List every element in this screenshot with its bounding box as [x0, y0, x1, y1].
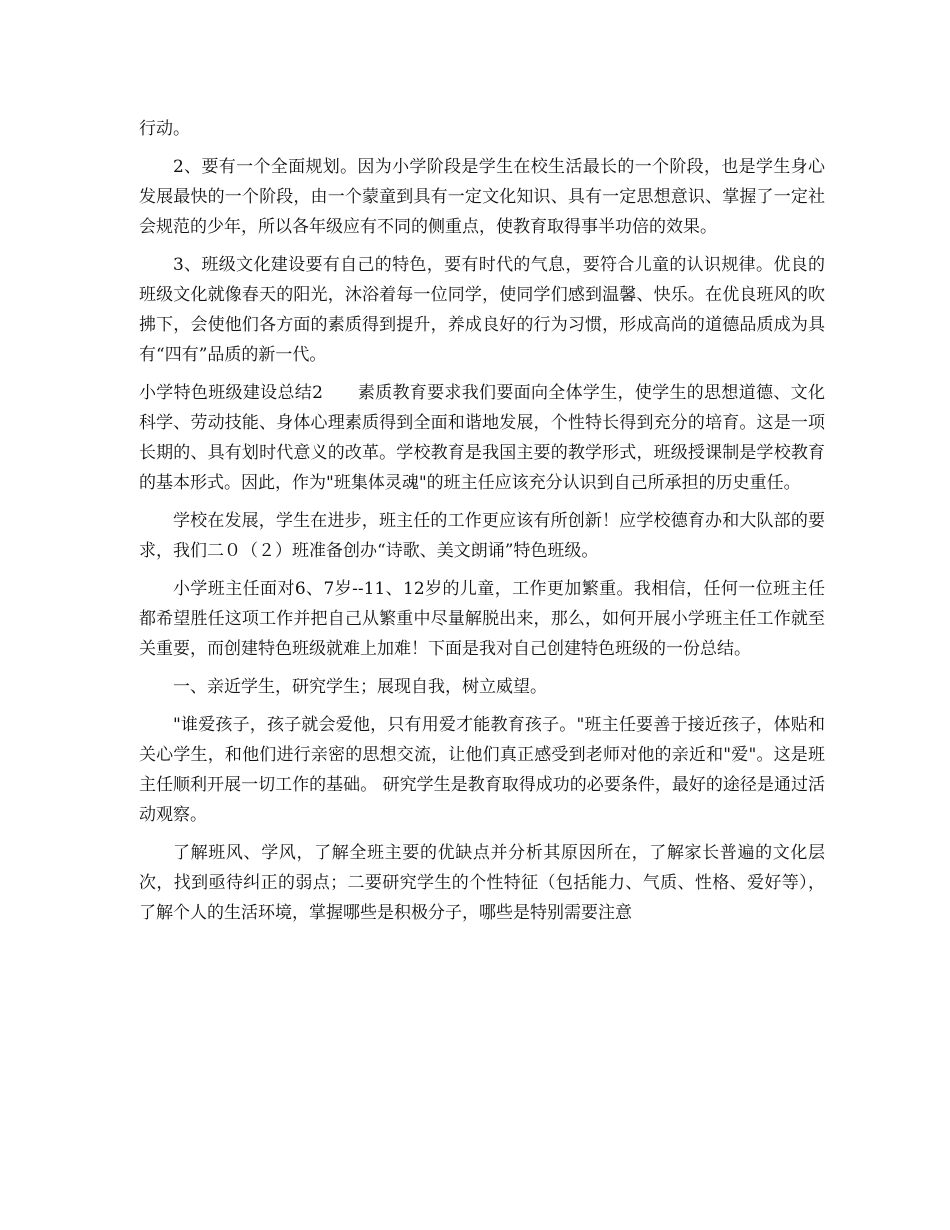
paragraph-5: 学校在发展，学生在进步，班主任的工作更应该有所创新！应学校德育办和大队部的要求，我们二０（２）班准备创办“诗歌、美文朗诵”特色班级。	[139, 511, 825, 561]
paragraph-9: 了解班风、学风，了解全班主要的优缺点并分析其原因所在，了解家长普遍的文化层次，找到亟待纠正的弱点；二要研究学生的个性特征（包括能力、气质、性格、爱好等），了解个人的生活环境，掌握哪些是积极分子，哪些是特别需要注意	[139, 843, 825, 923]
paragraph-7-subheading: 一、亲近学生，研究学生；展现自我，树立威望。	[173, 677, 547, 697]
document-body	[139, 114, 825, 936]
paragraph-8: "谁爱孩子，孩子就会爱他，只有用爱才能教育孩子。"班主任要善于接近孩子，体贴和关心学生，和他们进行亲密的思想交流，让他们真正感受到老师对他的亲近和"爱"。这是班主任顺利开展一切工作的基础。 研究学生是教育取得成功的必要条件，最好的途径是通过活动观察。	[139, 715, 825, 825]
paragraph-1: 行动。	[139, 119, 190, 139]
paragraph-3: 3、班级文化建设要有自己的特色，要有时代的气息，要符合儿童的认识规律。优良的班级文化就像春天的阳光，沐浴着每一位同学，使同学们感到温馨、快乐。在优良班风的吹拂下，会使他们各方面的素质得到提升，养成良好的行为习惯，形成高尚的道德品质成为具有“四有”品质的新一代。	[139, 255, 825, 365]
paragraph-4-section-heading: 小学特色班级建设总结2 素质教育要求我们要面向全体学生，使学生的思想道德、文化科学、劳动技能、身体心理素质得到全面和谐地发展，个性特长得到充分的培育。这是一项长期的、具有划时代意义的改革。学校教育是我国主要的教学形式，班级授课制是学校教育的基本形式。因此，作为"班集体灵魂"的班主任应该充分认识到自己所承担的历史重任。	[139, 383, 825, 493]
paragraph-6: 小学班主任面对6、7岁--11、12岁的儿童，工作更加繁重。我相信，任何一位班主任都希望胜任这项工作并把自己从繁重中尽量解脱出来，那么，如何开展小学班主任工作就至关重要，而创建特色班级就难上加难！下面是我对自己创建特色班级的一份总结。	[139, 579, 825, 659]
paragraph-2: 2、要有一个全面规划。因为小学阶段是学生在校生活最长的一个阶段，也是学生身心发展最快的一个阶段，由一个蒙童到具有一定文化知识、具有一定思想意识、掌握了一定社会规范的少年，所以各年级应有不同的侧重点，使教育取得事半功倍的效果。	[139, 157, 825, 237]
